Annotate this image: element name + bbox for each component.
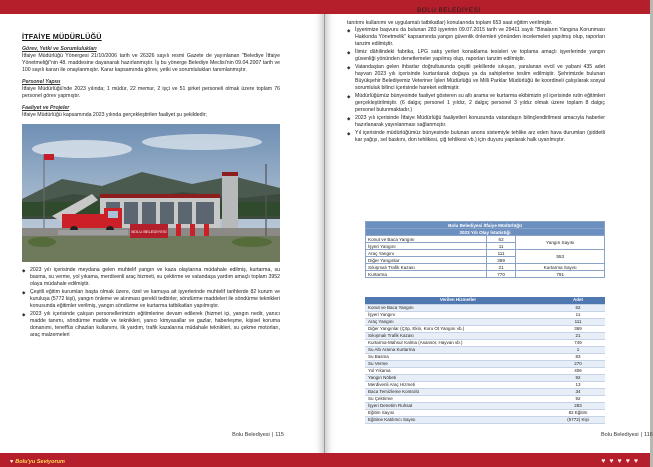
table-cell: 11 xyxy=(551,311,605,318)
table-row xyxy=(365,353,605,360)
fire-count-value: 553 xyxy=(516,250,605,264)
photo-sign-text: BOLU BELEDİYESİ xyxy=(131,229,167,234)
table-cell: 21 xyxy=(486,264,516,271)
table-row xyxy=(365,325,605,332)
list-item: ◆ Çeşitli eğitim kurumları başta olmak üzere, özel ve kamuya ait işyerlerinde muhtelif tarihlerde 82 kurum ve kuruluşa (5772 kişi), yangın önleme ve alınması gerekli tedbirler, söndürme maddeleri ile söndürme teknikleri konusunda eğitimler verilmiş, yangın söndürme ve kurtarma tatbikatları yapılmıştır. xyxy=(22,289,280,310)
table-cell: 62 xyxy=(551,304,605,311)
table-cell: 92 xyxy=(551,374,605,381)
table-row xyxy=(365,346,605,353)
table-cell: İşyeri Yangını xyxy=(365,311,551,318)
right-bullet-list xyxy=(347,27,605,144)
page-number: 116 xyxy=(644,432,653,438)
paragraph-duties: İtfaiye Müdürlüğü Yönergesi 21/10/2006 tarih ve 26326 sayılı resmi Gazete de yayınlanan "Belediye İtfaiye Yönetmeliği"nin 48. maddesine dayanarak hazırlanmıştır. İş bu yönerge Belediye Meclisi'nin 09.04.2007 tarih ve 100 sayılı kararı ile onaylanmıştır. Karar kapsamında görev, yetki ve sorumlulukları tanımlanmıştır. xyxy=(22,53,280,73)
top-red-band xyxy=(0,0,325,14)
table-cell: 749 xyxy=(551,339,605,346)
fire-station-photo xyxy=(22,124,280,262)
table-cell: Su Altı Arama Kurtarma xyxy=(365,346,551,353)
table-cell: Eğitime Katılımcı Sayısı xyxy=(365,416,551,423)
paragraph-activities: İtfaiye Müdürlüğü kapsamında 2023 yılında gerçekleştirilen faaliyet şu şekildedir; xyxy=(22,112,207,118)
table-cell: Sıkışmalı Trafik Kazası xyxy=(366,264,487,271)
table-cell: Yol Yıkama xyxy=(365,367,551,374)
table-cell: Diğer Yangınlar xyxy=(366,257,487,264)
table-cell: 82 Eğitim xyxy=(551,409,605,416)
table-cell: Konut ve Baca Yangını xyxy=(365,304,551,311)
list-item: ◆ İlimiz dâhilindeki fabrika, LPG satış yerleri konaklama tesisleri ve toplama amaçlı işyerlerinde yangın güvenliği yönünden denetlemeler yapılmış olup, raporları tanzim edilmiştir. xyxy=(347,49,605,63)
subheading-duties: Görev, Yetki ve Sorumlulukları xyxy=(22,46,97,52)
list-item: ◆ 2023 yılı içerisinde meydana gelen muhtelif yangın ve kaza olaylarına müdahale edilmiş, kurtarma, su basma, su verme, yol yıkama, merdivenli araç hizmeti, su çektirme ve vatandaşa yardım amaçlı toplam 3952 olaya müdahale edilmiştir. xyxy=(22,267,280,288)
table-cell: Kurtarma xyxy=(366,271,487,278)
table-cell: Su Basma xyxy=(365,353,551,360)
table-cell: 369 xyxy=(486,257,516,264)
table-cell: Araç Yangını xyxy=(365,318,551,325)
table-cell: Merdivenli Araç Hizmeti xyxy=(365,381,551,388)
table-cell: 111 xyxy=(551,318,605,325)
running-head: BOLU BELEDİYESİ | FAALİYET RAPORU 2023 xyxy=(417,7,573,14)
paragraph-personnel: İtfaiye Müdürlüğü'nde 2023 yılında; 1 müdür, 22 memur, 2 işçi ve 51 şirket personeli olmak üzere toplam 76 personel görev yapmıştır. xyxy=(22,86,280,99)
table-cell: 92 xyxy=(551,395,605,402)
table-row xyxy=(365,381,605,388)
tagline-text: Bolu'yu Seviyorum xyxy=(15,459,65,465)
table-cell: 406 xyxy=(551,367,605,374)
table-cell: 11 xyxy=(486,243,516,250)
table-cell: 21 xyxy=(551,332,605,339)
table-cell: Baca Temizleme Kontrolü xyxy=(365,388,551,395)
hearts-decoration-icon: ♥♥♥♥♥ xyxy=(601,458,642,465)
table-cell: Araç Yangını xyxy=(366,250,487,257)
page-number: 115 xyxy=(275,432,284,438)
table-row xyxy=(365,409,605,416)
list-item: ◆ Müdürlüğümüz bünyesinde faaliyet gösteren su altı arama ve kurtarma ekibimizin yıl içerisinde rutin eğitimleri gerçekleştirilmiştir. (6 dalgıç personel 1 yıldız, 2 dalgıç personel 3 yıldız olmak üzere toplam 8 dalgıç personel bulunmaktadır.) xyxy=(347,93,605,114)
left-footer: Bolu Belediyesi | 115 xyxy=(232,432,284,438)
table1-title-line1: Bolu Belediyesi İtfaiye Müdürlüğü xyxy=(366,222,605,229)
right-page xyxy=(325,0,653,467)
table-row xyxy=(366,271,605,278)
table-row xyxy=(366,250,605,257)
table-row xyxy=(365,416,605,423)
table-cell: Su Verme xyxy=(365,360,551,367)
services-column-header: Verilen Hizmetler xyxy=(365,297,551,304)
rescue-count-label: Kurtarma Sayısı xyxy=(516,264,605,271)
table-cell: 283 xyxy=(551,402,605,409)
list-item: ◆ Vatandaştan gelen ihbarlar doğrultusunda çeşitli şekillerde sıkışan, yaralanan evcil ve yabani 435 adet hayvan 2023 yılı içerisinde kurtarılarak doğaya ya da sahiplerine teslim edilmiştir. Şehrimizde bulunan Büyükşehir Belediyemiz Veteriner İşleri Müdürlüğü ve Milli Parklar Müdürlüğü ile koordineli çalışılarak sosyal sorumluluk bilinci içerisinde hareket edilmiştir. xyxy=(347,64,605,92)
table1-title-line2: 2023 Yılı Olay İstatistiği xyxy=(366,229,605,236)
left-content xyxy=(22,33,280,340)
table-cell: Yangın Nöbeti xyxy=(365,374,551,381)
table-cell: 369 xyxy=(551,325,605,332)
table-cell: Konut ve Baca Yangını xyxy=(366,236,487,243)
table-cell: 1 xyxy=(551,346,605,353)
table-cell: (5772) Kişi xyxy=(551,416,605,423)
table-cell: Kurtarma-Mahsur Kalma (Asansör, Hayvan vb.) xyxy=(365,339,551,346)
table-row xyxy=(365,332,605,339)
services-table-body xyxy=(365,304,605,423)
left-bullet-list xyxy=(22,267,280,339)
tagline xyxy=(10,459,65,465)
table-row xyxy=(365,304,605,311)
table-row xyxy=(365,395,605,402)
table-row xyxy=(365,374,605,381)
table-cell: 770 xyxy=(486,271,516,278)
footer-org: Bolu Belediyesi xyxy=(232,432,270,438)
bottom-red-strip xyxy=(0,453,325,467)
subheading-activities: Faaliyet ve Projeler xyxy=(22,105,70,111)
table-row xyxy=(365,339,605,346)
table-row xyxy=(365,402,605,409)
table-cell: 34 xyxy=(551,388,605,395)
right-footer: Bolu Belediyesi | 116 xyxy=(601,432,653,438)
footer-org: Bolu Belediyesi xyxy=(601,432,639,438)
table-row xyxy=(366,264,605,271)
table-cell: Eğitim Sayısı xyxy=(365,409,551,416)
table-row xyxy=(365,318,605,325)
table-row xyxy=(366,236,605,243)
list-item: ◆ Yıl içerisinde müdürlüğümüz bünyesinde bulunan anons sistemiyle tehlike arz eden hava durumları (şiddetli kar yağışı, sel baskını, don tehlikesi, çiğ tehlikesi vb.) için duyuru yapılarak halk uyarılmıştır. xyxy=(347,130,605,144)
table-row xyxy=(365,311,605,318)
table-row xyxy=(365,360,605,367)
heart-icon: ♥ xyxy=(10,459,14,465)
table-cell: 270 xyxy=(551,360,605,367)
header-report: FAALİYET RAPORU 2023 xyxy=(488,7,573,14)
table-cell: Su Çektirme xyxy=(365,395,551,402)
right-content xyxy=(347,20,605,145)
table-cell: İşyeri Denetim Ruhsat xyxy=(365,402,551,409)
section-title: İTFAİYE MÜDÜRLÜĞÜ xyxy=(22,32,102,41)
table-cell: 13 xyxy=(551,381,605,388)
table-cell: 62 xyxy=(486,236,516,243)
services-table xyxy=(365,297,605,424)
paragraph-intro: tanıtımı kullanımı ve uygulamalı tatbikatlar) konularında toplam 653 saat eğitim verilmiştir. xyxy=(347,20,553,26)
table-cell: Sıkışmalı Trafik Kazası xyxy=(365,332,551,339)
table-cell: 83 xyxy=(551,353,605,360)
table-cell: Diğer Yangınlar (Çöp, Ekin, Koru Ot Yangını vb.) xyxy=(365,325,551,332)
fire-count-label: Yangın Sayısı xyxy=(516,236,605,250)
count-column-header: Adet xyxy=(551,297,605,304)
list-item: ◆ İşyerimize başvuru da bulunan 283 işyerinin 09.07.2015 tarih ve 29411 sayılı "Binaların Yangına Korunması Hakkında Yönetmelik" kapsamında yangın güvenlik önlemleri yönünden incelemeleri yapılmış olup, raporları tanzim edilmiştir. xyxy=(347,27,605,48)
subheading-personnel: Personel Yapısı xyxy=(22,79,61,85)
rescue-count-value: 791 xyxy=(516,271,605,278)
header-org: BOLU BELEDİYESİ xyxy=(417,7,481,14)
list-item: ◆ 2023 yılı içerisinde İtfaiye Müdürlüğü faaliyetleri konusunda vatandaşın bilinçlendirilmesi amacıyla haberler hazırlanarak yayınlanması sağlanmıştır. xyxy=(347,115,605,129)
table-cell: İşyeri Yangını xyxy=(366,243,487,250)
table-row xyxy=(365,367,605,374)
table-row xyxy=(365,388,605,395)
table-cell: 111 xyxy=(486,250,516,257)
left-page xyxy=(0,0,325,467)
bottom-red-strip xyxy=(325,453,650,467)
list-item: ◆ 2023 yılı içerisinde çalışan personellerimizin eğitimlerine devam edilerek (hizmet içi, yangın nedir, yanıcı madde tanımı, söndürme madde ve teknikleri, yanıcı kimyasallar ve gazlar, haberleşme, kişisel koruma donanımı, teneffüs cihazları kullanımı, ilk yardım, trafik kazalarına müdahale teknikleri, su çekme motorları, araç malzemeleri xyxy=(22,311,280,339)
incident-statistics-table xyxy=(365,221,605,278)
